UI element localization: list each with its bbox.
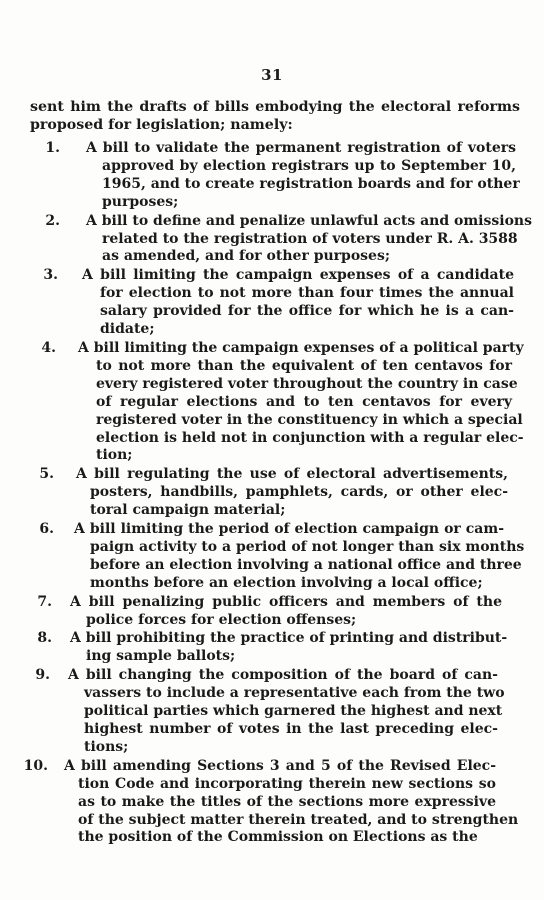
- bill-line: political parties which garnered the highest and next: [84, 703, 503, 720]
- bill-line: 1965, and to create registration boards and for other: [102, 175, 520, 192]
- bill-line: every registered voter throughout the country in case: [96, 375, 518, 392]
- bill-text: [0, 140, 544, 212]
- bill-line: tion Code and incorporating therein new sections so: [78, 775, 496, 792]
- bill-line: ing sample ballots;: [86, 648, 236, 665]
- bill-line: election is held not in conjunction with a regular elec-: [96, 429, 524, 446]
- bill-text: [0, 466, 544, 520]
- bill-line: vassers to include a representative each from the two: [84, 685, 505, 702]
- bill-text: [0, 213, 544, 267]
- bill-line: related to the registration of voters under R. A. 3588: [102, 230, 518, 247]
- bill-number: 1.: [45, 140, 60, 156]
- bill-list: [0, 140, 544, 848]
- bill-line: didate;: [100, 321, 155, 338]
- bill-number: 5.: [39, 466, 54, 483]
- bill-line: police forces for election offenses;: [86, 611, 357, 628]
- bill-number: 10.: [23, 757, 48, 774]
- bill-line: salary provided for the office for which he is a can-: [100, 303, 514, 320]
- bill-number: 4.: [41, 339, 56, 356]
- bill-item: [0, 594, 544, 630]
- bill-number: 9.: [35, 667, 50, 684]
- page-number: 31: [261, 66, 283, 84]
- bill-line: A bill limiting the campaign expenses of a political party: [78, 339, 524, 356]
- intro-line: sent him the drafts of bills embodying the electoral reforms: [30, 99, 520, 115]
- intro-line: proposed for legislation; namely:: [30, 117, 293, 133]
- bill-line: highest number of votes in the last preceding elec-: [84, 721, 498, 737]
- bill-line: tions;: [84, 738, 129, 755]
- bill-line: as to make the titles of the sections more expressive: [78, 793, 496, 810]
- bill-number: 6.: [39, 521, 54, 538]
- bill-line: A bill regulating the use of electoral advertisements,: [76, 466, 508, 483]
- bill-item: [0, 630, 544, 666]
- bill-text: [0, 758, 544, 848]
- bill-item: [0, 340, 544, 465]
- bill-line: A bill to validate the permanent registration of voters: [86, 140, 516, 156]
- bill-text: [0, 521, 544, 593]
- bill-item: [0, 466, 544, 520]
- bill-item: [0, 140, 544, 212]
- bill-item: [0, 213, 544, 267]
- bill-text: [0, 667, 544, 757]
- bill-line: A bill to define and penalize unlawful acts and omissions: [86, 212, 532, 229]
- bill-number: 2.: [45, 212, 60, 229]
- bill-item: [0, 758, 544, 848]
- bill-line: the position of the Commission on Elections as the: [78, 829, 478, 846]
- bill-line: A bill limiting the campaign expenses of a candidate: [82, 267, 514, 284]
- bill-line: A bill prohibiting the practice of printing and distribut-: [70, 630, 508, 647]
- bill-text: [0, 267, 544, 339]
- bill-line: toral campaign material;: [90, 502, 286, 519]
- bill-number: 8.: [37, 630, 52, 647]
- bill-line: A bill changing the composition of the board of can-: [68, 667, 498, 684]
- bill-line: as amended, and for other purposes;: [102, 248, 391, 265]
- bill-item: [0, 267, 544, 339]
- bill-line: to not more than the equivalent of ten centavos for: [96, 357, 512, 374]
- intro-paragraph: [30, 98, 520, 134]
- bill-item: [0, 667, 544, 757]
- bill-line: months before an election involving a local office;: [90, 574, 483, 591]
- bill-line: A bill penalizing public officers and members of the: [70, 593, 502, 610]
- bill-line: A bill limiting the period of election campaign or cam-: [74, 521, 504, 538]
- bill-line: paign activity to a period of not longer than six months: [90, 538, 525, 555]
- bill-line: of the subject matter therein treated, and to strengthen: [78, 811, 519, 828]
- bill-line: purposes;: [102, 193, 179, 210]
- bill-text: [0, 340, 544, 465]
- bill-item: [0, 521, 544, 593]
- bill-line: approved by election registrars up to September 10,: [102, 157, 516, 174]
- bill-line: tion;: [96, 447, 133, 464]
- bill-line: registered voter in the constituency in which a special: [96, 411, 523, 428]
- bill-line: A bill amending Sections 3 and 5 of the Revised Elec-: [64, 757, 496, 774]
- bill-number: 7.: [37, 593, 52, 610]
- bill-line: of regular elections and to ten centavos for every: [96, 393, 512, 410]
- bill-text: [0, 594, 544, 630]
- bill-line: for election to not more than four times the annual: [100, 285, 514, 302]
- bill-line: before an election involving a national office and three: [90, 556, 522, 573]
- bill-line: posters, handbills, pamphlets, cards, or other elec-: [90, 484, 508, 501]
- bill-text: [0, 630, 544, 666]
- bill-number: 3.: [43, 267, 58, 284]
